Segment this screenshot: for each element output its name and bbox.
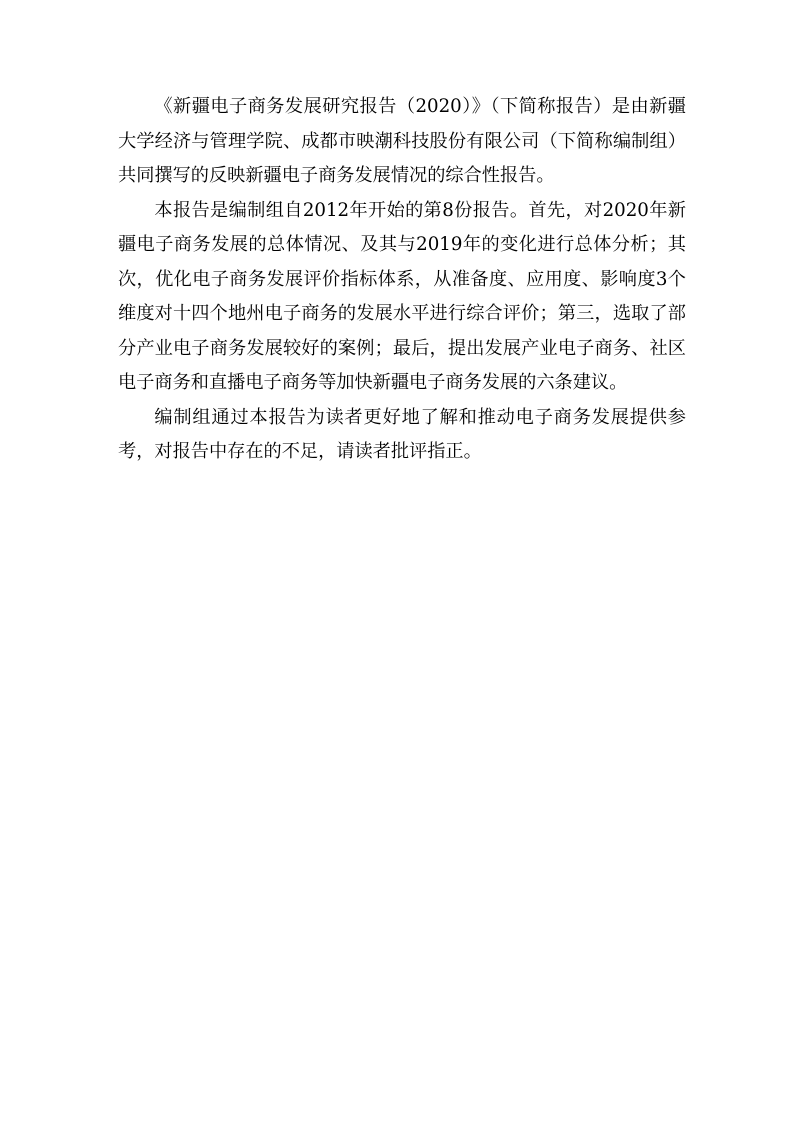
paragraph-report-overview: 本报告是编制组自2012年开始的第8份报告。首先，对2020年新疆电子商务发展的总体情况、及其与2019年的变化进行总体分析；其次，优化电子商务发展评价指标体系，从准备度、应用度、影响度3个维度对十四个地州电子商务的发展水平进行综合评价；第三，选取了部分产业电子商务发展较好的案例；最后，提出发展产业电子商务、社区电子商务和直播电子商务等加快新疆电子商务发展的六条建议。 xyxy=(118,199,686,393)
paragraph-closing: 编制组通过本报告为读者更好地了解和推动电子商务发展提供参考，对报告中存在的不足，请读者批评指正。 xyxy=(118,406,686,462)
document-body xyxy=(118,90,686,470)
paragraph-introduction: 《新疆电子商务发展研究报告（2020）》（下简称报告）是由新疆大学经济与管理学院、成都市映潮科技股份有限公司（下简称编制组）共同撰写的反映新疆电子商务发展情况的综合性报告。 xyxy=(118,96,686,186)
